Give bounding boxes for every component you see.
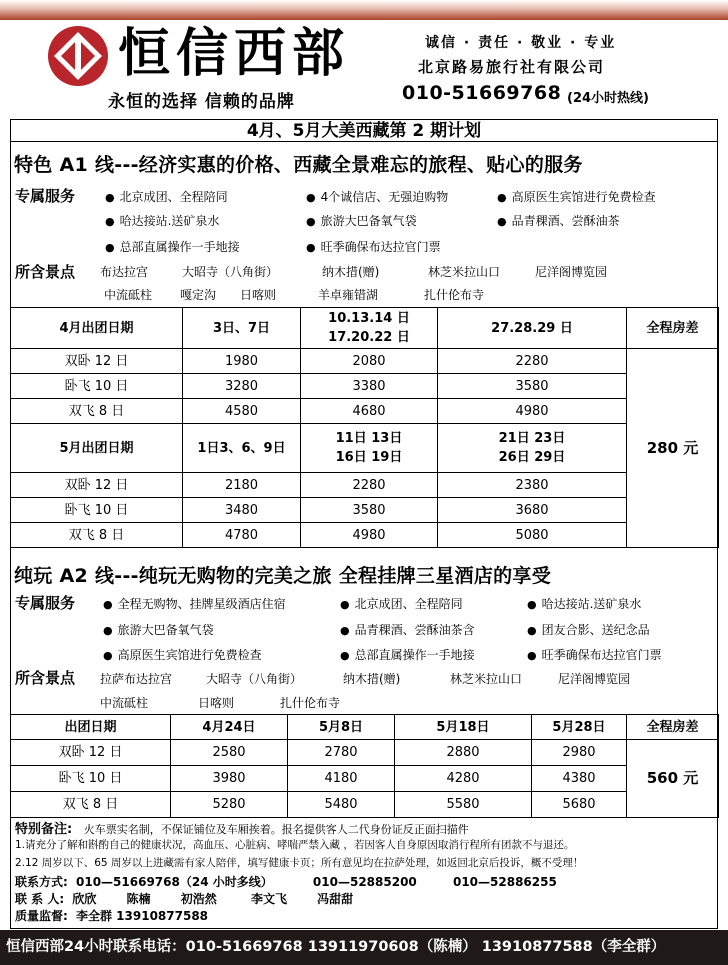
a2-service: ● 总部直属操作一手地接 bbox=[340, 646, 475, 663]
people-label: 联 系 人: bbox=[15, 892, 65, 906]
may-label: 5月出团日期 bbox=[11, 424, 183, 473]
a1-headline: 特色 A1 线---经济实惠的价格、西藏全景难忘的旅程、贴心的服务 bbox=[14, 154, 583, 176]
date-line: 21日 23日 bbox=[498, 431, 566, 446]
row-label: 双飞 8 日 bbox=[11, 399, 183, 424]
room-diff-label: 全程房差 bbox=[627, 715, 719, 740]
price-cell: 4380 bbox=[532, 766, 627, 792]
price-cell: 1980 bbox=[183, 349, 301, 374]
note-item: 1.请充分了解和斟酌自己的健康状况，高血压、心脏病、哮喘严禁入藏 ，若因客人自身原因取消行程所有团款不与退还。 bbox=[15, 839, 575, 851]
supervisor: 李全群 13910877588 bbox=[76, 909, 209, 923]
price-cell: 3480 bbox=[183, 498, 301, 523]
row-label: 双卧 12 日 bbox=[11, 473, 183, 498]
a2-date-label: 出团日期 bbox=[11, 715, 171, 740]
person: 初浩然 bbox=[180, 892, 217, 906]
price-cell: 5580 bbox=[395, 792, 532, 818]
person: 冯甜甜 bbox=[317, 892, 354, 906]
phone: 010—51669768（24 小时多线） bbox=[76, 875, 273, 889]
price-cell: 3580 bbox=[301, 498, 438, 523]
room-diff-value: 560 元 bbox=[627, 740, 719, 818]
table-row bbox=[11, 473, 719, 498]
person: 陈楠 bbox=[126, 892, 151, 906]
a1-spot: 纳木措(赠) bbox=[322, 265, 380, 279]
a2-headline: 纯玩 A2 线---纯玩无购物的完美之旅 全程挂牌三星酒店的享受 bbox=[14, 565, 552, 587]
price-cell: 5680 bbox=[532, 792, 627, 818]
contact-supervisor bbox=[15, 907, 208, 924]
a1-services-label: 专属服务 bbox=[15, 187, 76, 205]
price-cell: 2780 bbox=[288, 740, 395, 766]
a2-service: ● 全程无购物、挂牌星级酒店住宿 bbox=[103, 595, 286, 612]
hotline-number: 010-51669768 bbox=[402, 82, 562, 104]
price-cell: 4680 bbox=[301, 399, 438, 424]
price-cell: 4780 bbox=[183, 523, 301, 548]
a1-spot: 林芝米拉山口 bbox=[428, 265, 501, 279]
date-cell: 5月18日 bbox=[395, 715, 532, 740]
price-cell: 3380 bbox=[301, 374, 438, 399]
brand-slogan: 永恒的选择 信赖的品牌 bbox=[108, 92, 295, 112]
row-label: 卧飞 10 日 bbox=[11, 766, 171, 792]
footer-hotline-bar: 恒信西部24小时联系电话：010-51669768 13911970608（陈楠） 13910877588（李全群） bbox=[0, 930, 728, 965]
a1-service: ● 高原医生宾馆进行免费检查 bbox=[497, 188, 656, 205]
price-cell: 2180 bbox=[183, 473, 301, 498]
price-cell: 3980 bbox=[171, 766, 288, 792]
table-row bbox=[11, 374, 719, 399]
brand-name: 恒信西部 bbox=[118, 23, 351, 84]
date-cell: 5月28日 bbox=[532, 715, 627, 740]
a1-service: ● 北京成团、全程陪同 bbox=[105, 188, 228, 205]
price-cell: 2880 bbox=[395, 740, 532, 766]
a2-spot: 尼洋阁博览园 bbox=[558, 672, 631, 686]
a1-spot: 中流砥柱 bbox=[104, 288, 153, 302]
notes-intro-line bbox=[15, 818, 469, 837]
date-line: 17.20.22 日 bbox=[328, 330, 410, 345]
date-cell bbox=[301, 308, 438, 349]
row-label: 双卧 12 日 bbox=[11, 740, 171, 766]
a2-service: ● 高原医生宾馆进行免费检查 bbox=[103, 646, 262, 663]
a1-spot: 嘎定沟 bbox=[180, 288, 217, 302]
price-cell: 3280 bbox=[183, 374, 301, 399]
april-label: 4月出团日期 bbox=[11, 308, 183, 349]
a1-spots-label: 所含景点 bbox=[15, 263, 76, 281]
a2-spot: 大昭寺（八角街） bbox=[206, 672, 303, 686]
a2-services-label: 专属服务 bbox=[15, 594, 76, 612]
a1-spot: 大昭寺（八角街） bbox=[182, 265, 279, 279]
a2-spot: 扎什伦布寺 bbox=[280, 696, 341, 710]
price-cell: 5480 bbox=[288, 792, 395, 818]
a1-price-table bbox=[10, 307, 719, 548]
table-row bbox=[11, 349, 719, 374]
notes-intro: 火车票实名制，不保证铺位及车厢挨着。报名提供客人二代身份证反正面扫描件 bbox=[83, 823, 469, 836]
a1-service: ● 品青稞酒、尝酥油茶 bbox=[497, 212, 620, 229]
hotline-tag: (24小时热线) bbox=[567, 91, 649, 106]
price-cell: 2380 bbox=[438, 473, 627, 498]
price-cell: 4280 bbox=[395, 766, 532, 792]
a2-spots-label: 所含景点 bbox=[15, 669, 76, 687]
a1-spot: 布达拉宫 bbox=[100, 265, 149, 279]
a1-service: ● 旅游大巴备氧气袋 bbox=[306, 212, 417, 229]
a2-spot: 林芝米拉山口 bbox=[450, 672, 523, 686]
a1-service: ● 哈达接站.送矿泉水 bbox=[105, 212, 219, 229]
room-diff-label: 全程房差 bbox=[627, 308, 719, 349]
row-label: 卧飞 10 日 bbox=[11, 374, 183, 399]
phone: 010—52885200 bbox=[312, 875, 417, 889]
a2-spot: 纳木措(赠) bbox=[343, 672, 401, 686]
table-row bbox=[11, 424, 719, 473]
room-diff-value: 280 元 bbox=[627, 349, 719, 548]
date-cell: 27.28.29 日 bbox=[438, 308, 627, 349]
phone: 010—52886255 bbox=[452, 875, 557, 889]
date-cell: 5月8日 bbox=[288, 715, 395, 740]
a2-price-table bbox=[10, 714, 719, 818]
price-cell: 2280 bbox=[438, 349, 627, 374]
a2-service: ● 北京成团、全程陪同 bbox=[340, 595, 463, 612]
person: 李文飞 bbox=[250, 892, 287, 906]
logo-bar bbox=[75, 38, 81, 74]
contact-methods bbox=[15, 873, 557, 890]
supervisor-label: 质量监督: bbox=[15, 909, 68, 923]
table-row bbox=[11, 766, 719, 792]
table-row bbox=[11, 498, 719, 523]
price-cell: 2080 bbox=[301, 349, 438, 374]
a2-spot: 日喀则 bbox=[198, 696, 235, 710]
price-cell: 5080 bbox=[438, 523, 627, 548]
a1-service: ● 4个诚信店、无强迫购物 bbox=[306, 188, 448, 205]
company-tagline: 诚信 · 责任 · 敬业 · 专业 bbox=[425, 35, 617, 51]
a2-service: ● 旺季确保布达拉官门票 bbox=[527, 646, 662, 663]
a1-spot: 尼洋阁博览园 bbox=[535, 265, 608, 279]
date-cell: 4月24日 bbox=[171, 715, 288, 740]
price-cell: 4980 bbox=[438, 399, 627, 424]
a1-service: ● 旺季确保布达拉官门票 bbox=[306, 238, 441, 255]
note-item: 2.12 周岁以下、65 周岁以上进藏需有家人陪伴，填写健康卡页；所有意见均在拉萨处理，如返回北京后投诉，概不受理！ bbox=[15, 857, 584, 869]
company-logo bbox=[48, 26, 108, 86]
row-label: 双飞 8 日 bbox=[11, 792, 171, 818]
person: 欣欣 bbox=[72, 892, 97, 906]
price-cell: 2280 bbox=[301, 473, 438, 498]
price-cell: 3580 bbox=[438, 374, 627, 399]
date-cell: 1日3、6、9日 bbox=[183, 424, 301, 473]
a1-spot: 日喀则 bbox=[240, 288, 277, 302]
company-name: 北京路易旅行社有限公司 bbox=[418, 58, 606, 76]
price-cell: 5280 bbox=[171, 792, 288, 818]
methods-label: 联系方式: bbox=[15, 875, 68, 889]
table-row bbox=[11, 399, 719, 424]
a2-service: ● 团友合影、送纪念品 bbox=[527, 621, 650, 638]
row-label: 双飞 8 日 bbox=[11, 523, 183, 548]
row-label: 卧飞 10 日 bbox=[11, 498, 183, 523]
plan-title: 4月、5月大美西藏第 2 期计划 bbox=[10, 120, 718, 142]
price-cell: 4580 bbox=[183, 399, 301, 424]
top-gradient-bar bbox=[0, 0, 728, 20]
table-row bbox=[11, 715, 719, 740]
a2-service: ● 旅游大巴备氧气袋 bbox=[103, 621, 214, 638]
date-line: 10.13.14 日 bbox=[328, 311, 410, 326]
a1-spot: 羊卓雍错湖 bbox=[318, 288, 379, 302]
table-row bbox=[11, 308, 719, 349]
a1-service: ● 总部直属操作一手地接 bbox=[105, 238, 240, 255]
table-row bbox=[11, 523, 719, 548]
table-row bbox=[11, 740, 719, 766]
date-cell bbox=[438, 424, 627, 473]
row-label: 双卧 12 日 bbox=[11, 349, 183, 374]
date-cell bbox=[301, 424, 438, 473]
a2-service: ● 哈达接站.送矿泉水 bbox=[527, 595, 641, 612]
a1-spot: 扎什伦布寺 bbox=[424, 288, 485, 302]
price-cell: 4180 bbox=[288, 766, 395, 792]
notes-label: 特别备注: bbox=[15, 822, 73, 837]
a2-spot: 中流砥柱 bbox=[100, 696, 149, 710]
a2-service: ● 品青稞酒、尝酥油茶含 bbox=[340, 621, 475, 638]
a2-spot: 拉萨布达拉宫 bbox=[100, 672, 173, 686]
price-cell: 2980 bbox=[532, 740, 627, 766]
date-cell: 3日、7日 bbox=[183, 308, 301, 349]
price-cell: 4980 bbox=[301, 523, 438, 548]
price-cell: 2580 bbox=[171, 740, 288, 766]
date-line: 11日 13日 bbox=[335, 431, 403, 446]
date-line: 16日 19日 bbox=[335, 450, 403, 465]
contact-people bbox=[15, 890, 353, 907]
date-line: 26日 29日 bbox=[498, 450, 566, 465]
price-cell: 3680 bbox=[438, 498, 627, 523]
table-row bbox=[11, 792, 719, 818]
